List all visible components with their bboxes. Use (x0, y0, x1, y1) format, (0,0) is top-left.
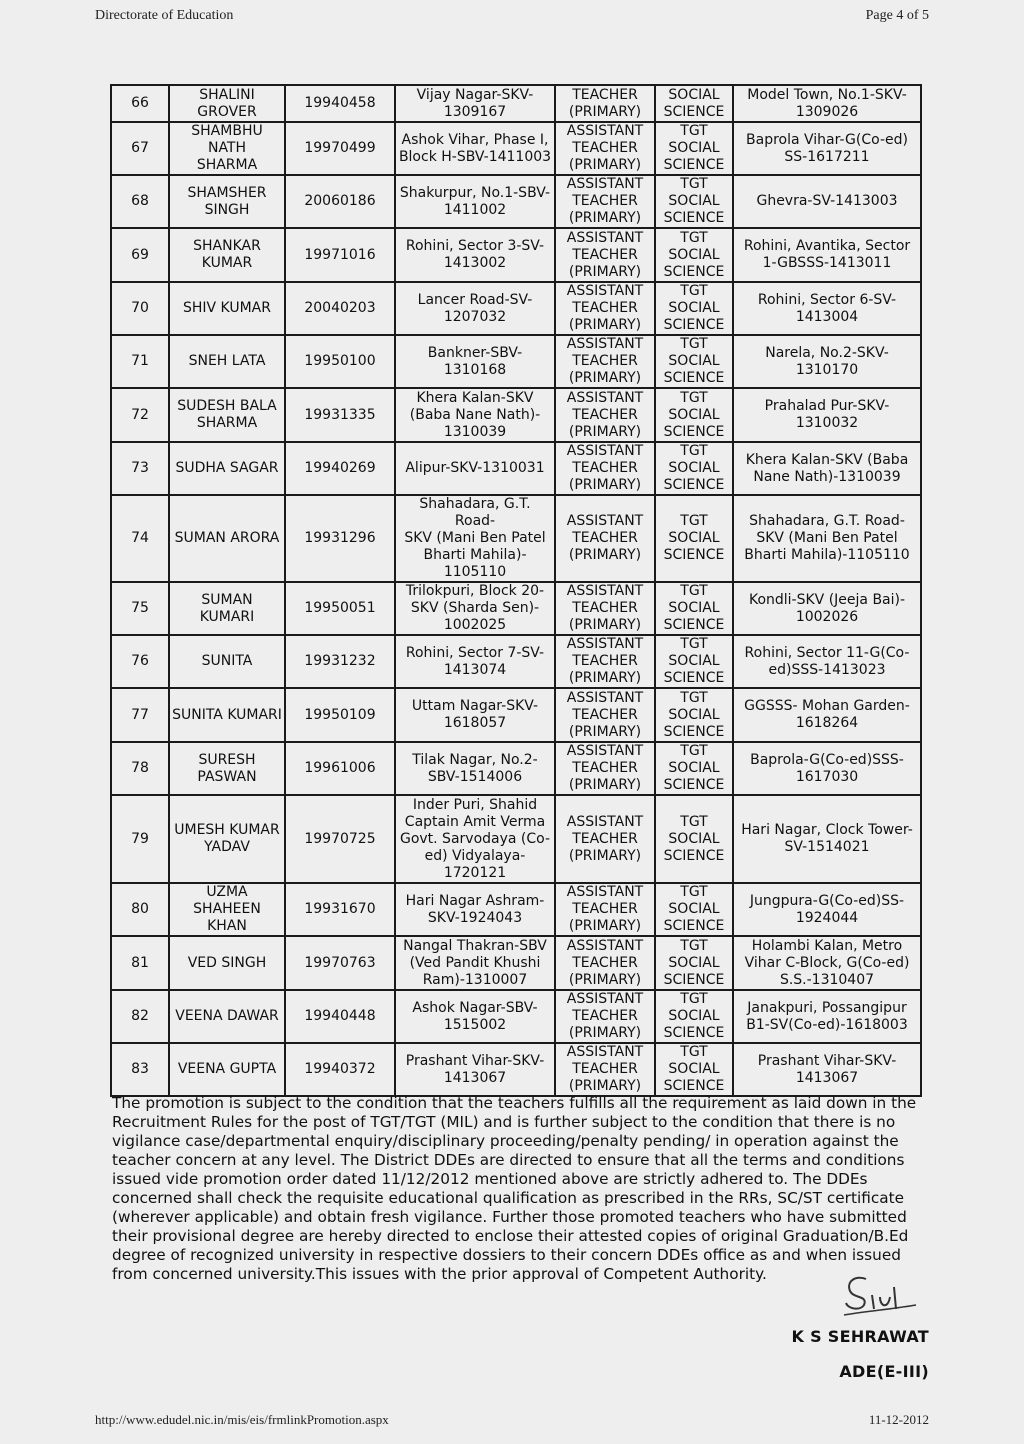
teacher-name-cell (169, 635, 285, 688)
teacher-name-cell (169, 883, 285, 936)
posted-school: Prahalad Pur-SKV- 1310032 (764, 398, 890, 431)
promoted-post: TGT SOCIAL SCIENCE (663, 813, 725, 864)
present-school-cell (395, 582, 555, 635)
serial-number: 70 (131, 300, 149, 316)
teacher-name-cell (169, 282, 285, 335)
posted-school: Baprola-G(Co-ed)SSS- 1617030 (750, 751, 904, 785)
promoted-post-cell (655, 635, 733, 688)
employee-id-cell (285, 795, 395, 883)
present-school-cell (395, 688, 555, 742)
teacher-name-cell (169, 936, 285, 990)
teacher-name-cell (169, 335, 285, 388)
teacher-name: SHIV KUMAR (182, 300, 271, 316)
present-post-cell (555, 282, 655, 335)
teacher-name-cell (169, 1043, 285, 1096)
employee-id-cell (285, 1043, 395, 1096)
serial-number-cell (111, 282, 169, 335)
present-school-cell (395, 990, 555, 1043)
promoted-post: TGT SOCIAL SCIENCE (663, 583, 725, 633)
posted-school-cell (733, 282, 921, 335)
present-school-cell (395, 228, 555, 282)
table-row (111, 228, 921, 282)
present-post-cell (555, 122, 655, 175)
promoted-post-cell (655, 1043, 733, 1096)
employee-id: 19970725 (304, 830, 376, 847)
footer-date: 11-12-2012 (868, 1412, 929, 1427)
employee-id: 19970763 (304, 954, 376, 971)
employee-id-cell (285, 442, 395, 495)
posted-school: Rohini, Sector 6-SV- 1413004 (757, 291, 897, 325)
present-school: Trilokpuri, Block 20- SKV (Sharda Sen)- 1002025 (405, 583, 545, 633)
teacher-name-cell (169, 442, 285, 495)
present-post-cell (555, 742, 655, 795)
present-school-cell (395, 282, 555, 335)
present-school: Rohini, Sector 3-SV- 1413002 (405, 238, 545, 271)
teacher-name: SUDESH BALA SHARMA (177, 398, 277, 431)
promoted-post: SOCIAL SCIENCE (663, 86, 725, 120)
present-school: Vijay Nagar-SKV- 1309167 (416, 86, 534, 120)
serial-number: 77 (131, 706, 149, 723)
promoted-post: TGT SOCIAL SCIENCE (663, 513, 725, 563)
teacher-name: SHAMSHER SINGH (187, 184, 267, 218)
serial-number: 71 (131, 353, 149, 369)
present-school-cell (395, 122, 555, 175)
posted-school: Prashant Vihar-SKV- 1413067 (757, 1052, 897, 1086)
employee-id: 19931670 (304, 901, 376, 917)
table-row (111, 122, 921, 175)
present-school: Shahadara, G.T. Road- SKV (Mani Ben Patel Bharti Mahila)- 1105110 (404, 496, 546, 580)
teacher-name-cell (169, 742, 285, 795)
promoted-post: TGT SOCIAL SCIENCE (663, 636, 725, 686)
teacher-name-cell (169, 175, 285, 228)
posted-school-cell (733, 228, 921, 282)
serial-number-cell (111, 335, 169, 388)
serial-number-cell (111, 495, 169, 582)
teacher-name: SURESH PASWAN (197, 751, 257, 785)
promotion-table (110, 84, 922, 1097)
promoted-post: TGT SOCIAL SCIENCE (663, 389, 725, 440)
employee-id-cell (285, 688, 395, 742)
serial-number: 81 (131, 954, 149, 971)
promotion-conditions-text: The promotion is subject to the condition that the teachers fulfills all the requirement as laid down in the Recruitment Rules for the post of TGT/TGT (MIL) and is further subject to the condition that there is no vigilance case/departmental enquiry/disciplinary proceeding/penalty pending/ in operation against the teacher concern at any level. The District DDEs are directed to ensure that all the terms and conditions issued vide promotion order dated 11/12/2012 mentioned above are strictly adhered to. The DDEs concerned shall check the requisite educational qualification as prescribed in the RRs, SC/ST certificate (wherever applicable) and obtain fresh vigilance. Further those promoted teachers who have submitted their provisional degree are hereby directed to enclose their attested copies of original Graduation/B.Ed degree of recognized university in respective dossiers to their concern DDEs office as and when issued from concerned university.This issues with the prior approval of Competent Authority. (112, 1094, 917, 1283)
employee-id: 19970499 (304, 140, 376, 156)
promoted-post: TGT SOCIAL SCIENCE (663, 884, 725, 934)
signatory-name: K S SEHRAWAT (791, 1327, 929, 1346)
employee-id: 19940458 (304, 95, 376, 111)
promoted-post-cell (655, 688, 733, 742)
posted-school-cell (733, 883, 921, 936)
teacher-name-cell (169, 122, 285, 175)
page-number: Page 4 of 5 (865, 8, 929, 23)
promoted-post-cell (655, 122, 733, 175)
teacher-name: VEENA GUPTA (177, 1061, 277, 1077)
table-row (111, 175, 921, 228)
present-post: ASSISTANT TEACHER (PRIMARY) (566, 283, 644, 333)
posted-school: Rohini, Avantika, Sector 1-GBSSS-1413011 (743, 238, 911, 271)
present-post: ASSISTANT TEACHER (PRIMARY) (566, 937, 644, 988)
promoted-post: TGT SOCIAL SCIENCE (663, 176, 725, 226)
posted-school: Kondli-SKV (Jeeja Bai)- 1002026 (748, 591, 906, 625)
promoted-post-cell (655, 883, 733, 936)
employee-id: 19940448 (304, 1008, 376, 1024)
table-row (111, 582, 921, 635)
posted-school-cell (733, 85, 921, 122)
present-school-cell (395, 936, 555, 990)
serial-number-cell (111, 1043, 169, 1096)
serial-number: 73 (131, 460, 149, 476)
present-school-cell (395, 442, 555, 495)
table-row (111, 936, 921, 990)
present-school-cell (395, 795, 555, 883)
present-post-cell (555, 936, 655, 990)
present-school: Inder Puri, Shahid Captain Amit Verma Govt. Sarvodaya (Co- ed) Vidyalaya- 1720121 (399, 796, 551, 881)
present-school: Bankner-SBV-1310168 (427, 344, 523, 378)
present-post: ASSISTANT TEACHER (PRIMARY) (566, 336, 644, 386)
posted-school: Hari Nagar, Clock Tower- SV-1514021 (741, 822, 913, 855)
posted-school-cell (733, 175, 921, 228)
present-school: Nangal Thakran-SBV (Ved Pandit Khushi Ram)-1310007 (403, 937, 547, 988)
employee-id: 19931335 (304, 406, 376, 423)
present-post-cell (555, 388, 655, 442)
table-row (111, 1043, 921, 1096)
present-post: ASSISTANT TEACHER (PRIMARY) (566, 443, 644, 493)
teacher-name: SUMAN ARORA (174, 530, 280, 546)
teacher-name: SHANKAR KUMAR (193, 238, 261, 271)
present-post: ASSISTANT TEACHER (PRIMARY) (566, 583, 644, 633)
teacher-name-cell (169, 688, 285, 742)
posted-school-cell (733, 388, 921, 442)
table-row (111, 883, 921, 936)
promoted-post: TGT SOCIAL SCIENCE (663, 229, 725, 280)
present-school-cell (395, 85, 555, 122)
promoted-post-cell (655, 282, 733, 335)
table-row (111, 85, 921, 122)
present-post: ASSISTANT TEACHER (PRIMARY) (566, 1044, 644, 1094)
employee-id-cell (285, 936, 395, 990)
posted-school: GGSSS- Mohan Garden- 1618264 (744, 698, 910, 731)
posted-school: Rohini, Sector 11-G(Co- ed)SSS-1413023 (744, 644, 910, 678)
present-school: Prashant Vihar-SKV- 1413067 (405, 1052, 545, 1086)
promoted-post-cell (655, 228, 733, 282)
present-school-cell (395, 495, 555, 582)
present-post: ASSISTANT TEACHER (PRIMARY) (566, 229, 644, 280)
posted-school: Khera Kalan-SKV (Baba Nane Nath)-1310039 (745, 451, 909, 485)
promoted-post-cell (655, 85, 733, 122)
teacher-name: SUNITA (201, 653, 253, 669)
table-row (111, 795, 921, 883)
present-school-cell (395, 742, 555, 795)
serial-number-cell (111, 175, 169, 228)
promoted-post: TGT SOCIAL SCIENCE (663, 991, 725, 1041)
present-school: Hari Nagar Ashram- SKV-1924043 (405, 892, 545, 926)
present-post-cell (555, 442, 655, 495)
posted-school-cell (733, 442, 921, 495)
present-post-cell (555, 990, 655, 1043)
present-post: ASSISTANT TEACHER (PRIMARY) (566, 513, 644, 563)
promoted-post-cell (655, 936, 733, 990)
posted-school: Holambi Kalan, Metro Vihar C-Block, G(Co-ed) S.S.-1310407 (744, 937, 910, 988)
teacher-name-cell (169, 990, 285, 1043)
posted-school: Shahadara, G.T. Road- SKV (Mani Ben Patel Bharti Mahila)-1105110 (744, 513, 910, 563)
header-title: Directorate of Education (95, 8, 234, 23)
employee-id-cell (285, 228, 395, 282)
employee-id: 19971016 (304, 246, 376, 263)
serial-number-cell (111, 85, 169, 122)
serial-number: 67 (131, 140, 149, 156)
teacher-name: UZMA SHAHEEN KHAN (193, 884, 261, 934)
employee-id-cell (285, 335, 395, 388)
serial-number-cell (111, 582, 169, 635)
teacher-name: SNEH LATA (188, 353, 266, 369)
teacher-name-cell (169, 388, 285, 442)
promoted-post: TGT SOCIAL SCIENCE (663, 743, 725, 793)
serial-number-cell (111, 442, 169, 495)
serial-number: 83 (131, 1061, 149, 1077)
table-row (111, 335, 921, 388)
teacher-name: VED SINGH (187, 954, 267, 971)
serial-number: 68 (131, 193, 149, 209)
teacher-name-cell (169, 228, 285, 282)
serial-number: 79 (131, 830, 149, 847)
present-post-cell (555, 635, 655, 688)
teacher-name: SHALINI GROVER (197, 86, 257, 120)
employee-id-cell (285, 388, 395, 442)
posted-school: Narela, No.2-SKV- 1310170 (765, 344, 889, 378)
posted-school-cell (733, 990, 921, 1043)
present-post: ASSISTANT TEACHER (PRIMARY) (566, 991, 644, 1041)
posted-school-cell (733, 582, 921, 635)
posted-school-cell (733, 795, 921, 883)
employee-id: 20060186 (304, 193, 376, 209)
serial-number: 74 (131, 530, 149, 546)
promoted-post: TGT SOCIAL SCIENCE (663, 443, 725, 493)
present-post: ASSISTANT TEACHER (PRIMARY) (566, 884, 644, 934)
teacher-name: SHAMBHU NATH SHARMA (191, 123, 263, 173)
present-school: Tilak Nagar, No.2- SBV-1514006 (412, 751, 538, 785)
present-post-cell (555, 85, 655, 122)
employee-id-cell (285, 883, 395, 936)
serial-number-cell (111, 990, 169, 1043)
posted-school: Baprola Vihar-G(Co-ed) SS-1617211 (746, 131, 908, 165)
serial-number: 69 (131, 246, 149, 263)
employee-id-cell (285, 635, 395, 688)
promoted-post-cell (655, 388, 733, 442)
promoted-post: TGT SOCIAL SCIENCE (663, 336, 725, 386)
serial-number: 78 (131, 760, 149, 776)
serial-number: 80 (131, 901, 149, 917)
employee-id-cell (285, 495, 395, 582)
employee-id: 19950109 (304, 706, 376, 723)
present-school-cell (395, 335, 555, 388)
posted-school-cell (733, 936, 921, 990)
present-post: ASSISTANT TEACHER (PRIMARY) (566, 743, 644, 793)
teacher-name: UMESH KUMAR YADAV (174, 822, 280, 855)
present-school: Uttam Nagar-SKV- 1618057 (411, 698, 539, 731)
present-post-cell (555, 335, 655, 388)
teacher-name-cell (169, 795, 285, 883)
employee-id: 19940372 (304, 1061, 376, 1077)
present-post-cell (555, 795, 655, 883)
promoted-post: TGT SOCIAL SCIENCE (663, 123, 725, 173)
table-row (111, 495, 921, 582)
serial-number-cell (111, 883, 169, 936)
present-school: Lancer Road-SV- 1207032 (417, 291, 533, 325)
present-school-cell (395, 635, 555, 688)
posted-school-cell (733, 742, 921, 795)
teacher-name-cell (169, 85, 285, 122)
present-post-cell (555, 175, 655, 228)
present-post: ASSISTANT TEACHER (PRIMARY) (566, 813, 644, 864)
promoted-post: TGT SOCIAL SCIENCE (663, 937, 725, 988)
footer-url: http://www.edudel.nic.in/mis/eis/frmlinkPromotion.aspx (95, 1412, 389, 1427)
serial-number-cell (111, 688, 169, 742)
posted-school: Jungpura-G(Co-ed)SS- 1924044 (749, 892, 905, 926)
serial-number: 76 (131, 653, 149, 669)
posted-school: Janakpuri, Possangipur B1-SV(Co-ed)-1618003 (746, 999, 908, 1033)
posted-school-cell (733, 635, 921, 688)
employee-id: 19950100 (304, 353, 376, 369)
posted-school-cell (733, 335, 921, 388)
promoted-post-cell (655, 582, 733, 635)
table-row (111, 688, 921, 742)
teacher-name: SUMAN KUMARI (199, 591, 255, 625)
serial-number-cell (111, 122, 169, 175)
present-post-cell (555, 688, 655, 742)
teacher-name-cell (169, 582, 285, 635)
promoted-post: TGT SOCIAL SCIENCE (663, 689, 725, 740)
serial-number-cell (111, 742, 169, 795)
table-row (111, 282, 921, 335)
serial-number-cell (111, 635, 169, 688)
table-row (111, 742, 921, 795)
serial-number: 72 (131, 406, 149, 423)
serial-number-cell (111, 936, 169, 990)
present-school: Khera Kalan-SKV (Baba Nane Nath)- 1310039 (409, 389, 541, 440)
posted-school-cell (733, 495, 921, 582)
present-post: ASSISTANT TEACHER (PRIMARY) (566, 123, 644, 173)
present-school: Shakurpur, No.1-SBV- 1411002 (399, 184, 551, 218)
present-post: TEACHER (PRIMARY) (568, 86, 642, 120)
serial-number-cell (111, 228, 169, 282)
present-school: Ashok Nagar-SBV- 1515002 (412, 999, 538, 1033)
employee-id-cell (285, 85, 395, 122)
present-school: Rohini, Sector 7-SV- 1413074 (405, 644, 545, 678)
present-post: ASSISTANT TEACHER (PRIMARY) (566, 689, 644, 740)
present-school: Ashok Vihar, Phase I, Block H-SBV-1411003 (398, 131, 552, 165)
employee-id: 19940269 (304, 460, 376, 476)
table-row (111, 388, 921, 442)
employee-id: 19931296 (304, 530, 376, 546)
promoted-post-cell (655, 795, 733, 883)
present-post: ASSISTANT TEACHER (PRIMARY) (566, 176, 644, 226)
present-school-cell (395, 388, 555, 442)
employee-id-cell (285, 582, 395, 635)
employee-id-cell (285, 282, 395, 335)
serial-number: 82 (131, 1008, 149, 1024)
teacher-name: SUNITA KUMARI (172, 706, 282, 723)
table-row (111, 442, 921, 495)
promoted-post-cell (655, 742, 733, 795)
present-school-cell (395, 1043, 555, 1096)
employee-id-cell (285, 122, 395, 175)
present-school-cell (395, 175, 555, 228)
present-school: Alipur-SKV-1310031 (405, 460, 545, 476)
promoted-post: TGT SOCIAL SCIENCE (663, 283, 725, 333)
table-row (111, 990, 921, 1043)
present-school-cell (395, 883, 555, 936)
promoted-post-cell (655, 175, 733, 228)
present-post-cell (555, 582, 655, 635)
table-row (111, 635, 921, 688)
employee-id-cell (285, 990, 395, 1043)
posted-school: Ghevra-SV-1413003 (756, 193, 898, 209)
present-post: ASSISTANT TEACHER (PRIMARY) (566, 389, 644, 440)
teacher-name-cell (169, 495, 285, 582)
posted-school-cell (733, 688, 921, 742)
teacher-name: SUDHA SAGAR (175, 460, 279, 476)
promoted-post-cell (655, 442, 733, 495)
serial-number: 75 (131, 600, 149, 616)
promoted-post: TGT SOCIAL SCIENCE (663, 1044, 725, 1094)
employee-id: 20040203 (304, 300, 376, 316)
employee-id-cell (285, 175, 395, 228)
employee-id: 19950051 (304, 600, 376, 616)
serial-number: 66 (131, 95, 149, 111)
employee-id: 19931232 (304, 653, 376, 669)
serial-number-cell (111, 795, 169, 883)
signatory-designation: ADE(E-III) (839, 1362, 929, 1381)
employee-id-cell (285, 742, 395, 795)
serial-number-cell (111, 388, 169, 442)
posted-school-cell (733, 122, 921, 175)
promoted-post-cell (655, 335, 733, 388)
present-post-cell (555, 495, 655, 582)
posted-school: Model Town, No.1-SKV- 1309026 (747, 86, 907, 120)
teacher-name: VEENA DAWAR (175, 1008, 279, 1024)
posted-school-cell (733, 1043, 921, 1096)
present-post: ASSISTANT TEACHER (PRIMARY) (566, 636, 644, 686)
promoted-post-cell (655, 990, 733, 1043)
present-post-cell (555, 1043, 655, 1096)
promoted-post-cell (655, 495, 733, 582)
employee-id: 19961006 (304, 760, 376, 776)
signature-image (838, 1265, 918, 1325)
present-post-cell (555, 228, 655, 282)
present-post-cell (555, 883, 655, 936)
